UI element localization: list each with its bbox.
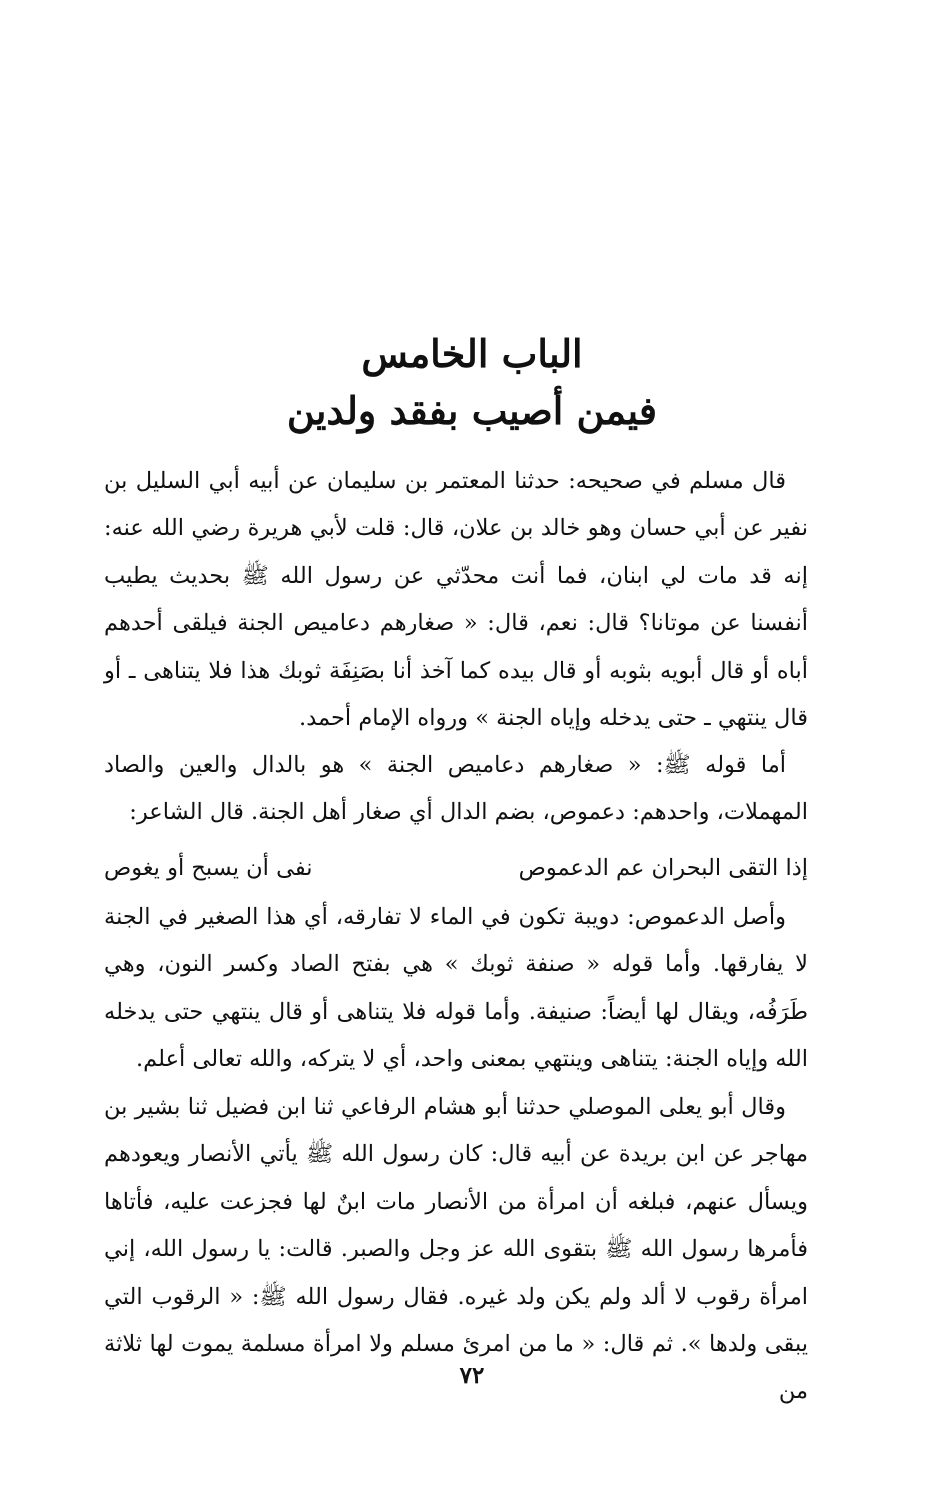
verse-first-hemistich: إذا التقى البحران عم الدعموص	[518, 855, 808, 881]
paragraph-hadith-muslim: قال مسلم في صحيحه: حدثنا المعتمر بن سليمان عن أبيه أبي السليل بن نفير عن أبي حسان وهو خالد بن علان، قال: قلت لأبي هريرة رضي الله عنه: إنه قد مات لي ابنان، فما أنت محدّثي عن رسول الله ﷺ بحديث يطيب أنفسنا عن موتانا؟ قال: نعم، قال: « صغارهم دعاميص الجنة فيلقى أحدهم أباه أو قال أبويه بثوبه أو قال بيده كما آخذ أنا بصَنِفَة ثوبك هذا فلا يتناهى ـ أو قال ينتهي ـ حتى يدخله وإياه الجنة » ورواه الإمام أحمد.	[104, 468, 808, 732]
paragraph-dumus-meaning: وأصل الدعموص: دويبة تكون في الماء لا تفارقه، أي هذا الصغير في الجنة لا يفارقها. وأما قوله « صنفة ثوبك » هي بفتح الصاد وكسر النون، وهي طَرَفُه، ويقال لها أيضاً: صنيفة. وأما قوله فلا يتناهى أو قال ينتهي حتى يدخله الله وإياه الجنة: يتناهى وينتهي بمعنى واحد، أي لا يتركه، والله تعالى أعلم.	[104, 904, 808, 1073]
page-number: ٧٢	[459, 1362, 485, 1389]
chapter-title: الباب الخامس	[361, 331, 583, 376]
paragraph-explanation: أما قوله ﷺ: « صغارهم دعاميص الجنة » هو بالدال والعين والصاد المهملات، واحدهم: دعموص، بضم الدال أي صغار أهل الجنة. قال الشاعر:	[104, 752, 808, 826]
verse-second-hemistich: نفى أن يسبح أو يغوص	[104, 855, 313, 881]
paragraph-abu-yala: وقال أبو يعلى الموصلي حدثنا أبو هشام الرفاعي ثنا ابن فضيل ثنا بشير بن مهاجر عن ابن بريدة عن أبيه قال: كان رسول الله ﷺ يأتي الأنصار ويعودهم ويسأل عنهم، فبلغه أن امرأة من الأنصار مات ابنٌ لها فجزعت عليه، فأتاها فأمرها رسول الله ﷺ بتقوى الله عز وجل والصبر. قالت: يا رسول الله، إني امرأة رقوب لا ألد ولم يكن ولد غيره. فقال رسول الله ﷺ: « الرقوب التي يبقى ولدها ». ثم قال: « ما من امرئ مسلم ولا امرأة مسلمة يموت لها ثلاثة من	[104, 1094, 808, 1405]
poetry-verse	[104, 844, 808, 892]
chapter-subtitle: فيمن أصيب بفقد ولدين	[286, 388, 658, 433]
